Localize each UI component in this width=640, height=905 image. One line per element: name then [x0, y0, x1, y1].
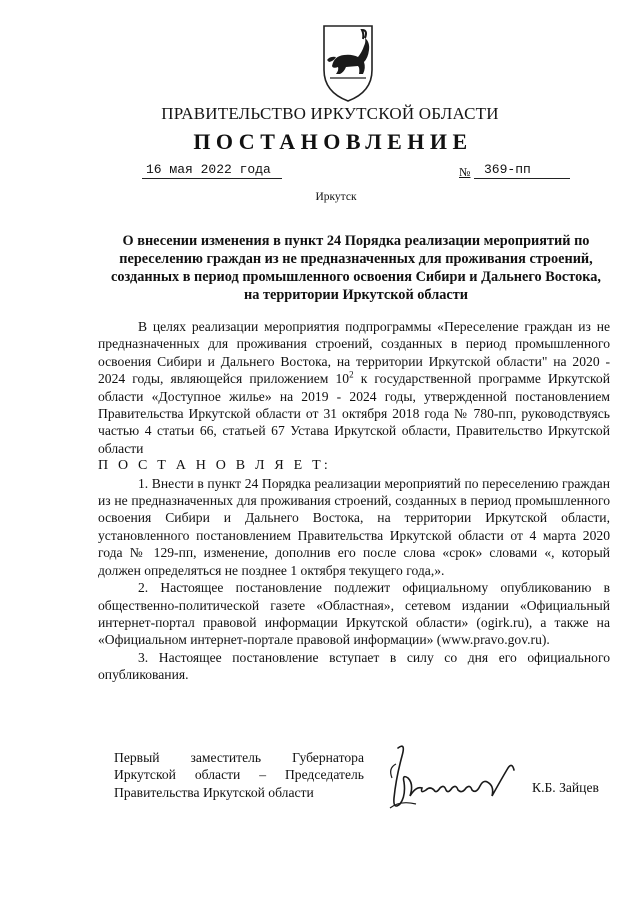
preamble-text-b: к государственной программе Иркутской области «Доступное жилье» на 2019 - 2024 годы, утвержденной постановлением Правительства Иркутской области от 31 октября 2018 года № 780-пп, руководствуясь частью 4 статьи 66, статьей 67 Устава Иркутской области, Правительство Иркутской области: [98, 371, 610, 456]
signer-name: К.Б. Зайцев: [532, 780, 599, 795]
position-line-3: Правительства Иркутской области: [114, 784, 314, 800]
document-date: 16 мая 2022 года: [142, 162, 282, 179]
document-type: ПОСТАНОВЛЕНИЕ: [193, 129, 473, 154]
preamble-paragraph: [98, 318, 610, 457]
document-title: О внесении изменения в пункт 24 Порядка реализации мероприятий по переселению граждан из не предназначенных для проживания строений, созданных в период промышленного освоения Сибири и Дальнего Востока, на территории Иркутской области: [110, 233, 602, 303]
handwritten-signature-icon: [376, 738, 526, 824]
signatory-position: [114, 749, 364, 801]
item-2-paragraph: 2. Настоящее постановление подлежит официальному опубликованию в общественно-политической газете «Областная», сетевом издании «Официальный интернет-портал правовой информации Иркутской области» (ogirk.ru), а также на «Официальном интернет-портале правовой информации» (www.pravo.gov.ru).: [98, 580, 610, 648]
item-1-paragraph: 1. Внести в пункт 24 Порядка реализации мероприятий по переселению граждан из не предназначенных для проживания строений, созданных в период промышленного освоения Сибири и Дальнего Востока, на территории Иркутской области, установленного постановлением Правительства Иркутской области от 4 марта 2020 года № 129-пп, изменение, дополнив его после слова «срок» словами «, который должен определяться не позднее 1 октября текущего года,».: [98, 475, 610, 578]
position-line-1: Первый заместитель Губернатора: [114, 750, 364, 765]
irkutsk-coat-of-arms-icon: [318, 22, 378, 104]
item-3-paragraph: 3. Настоящее постановление вступает в силу со дня его официального опубликования.: [98, 649, 610, 683]
document-body: [98, 318, 610, 684]
document-number: 369-пп: [474, 162, 570, 179]
number-sign: №: [459, 165, 471, 179]
decree-word: П О С Т А Н О В Л Я Е Т:: [98, 458, 331, 474]
city-name: Иркутск: [315, 191, 357, 203]
position-line-2: Иркутской области – Председатель: [114, 767, 364, 783]
organization-name: ПРАВИТЕЛЬСТВО ИРКУТСКОЙ ОБЛАСТИ: [161, 104, 499, 123]
preamble-text-a: В целях реализации мероприятия подпрограммы «Переселение граждан из не предназначенных для проживания строений, созданных в период промышленного освоения Сибири и Дальнего Востока, на территории Иркутской области" на 2020 - 2024 годы, являющейся приложением 10: [98, 319, 610, 387]
preamble-superscript: 2: [349, 369, 354, 380]
